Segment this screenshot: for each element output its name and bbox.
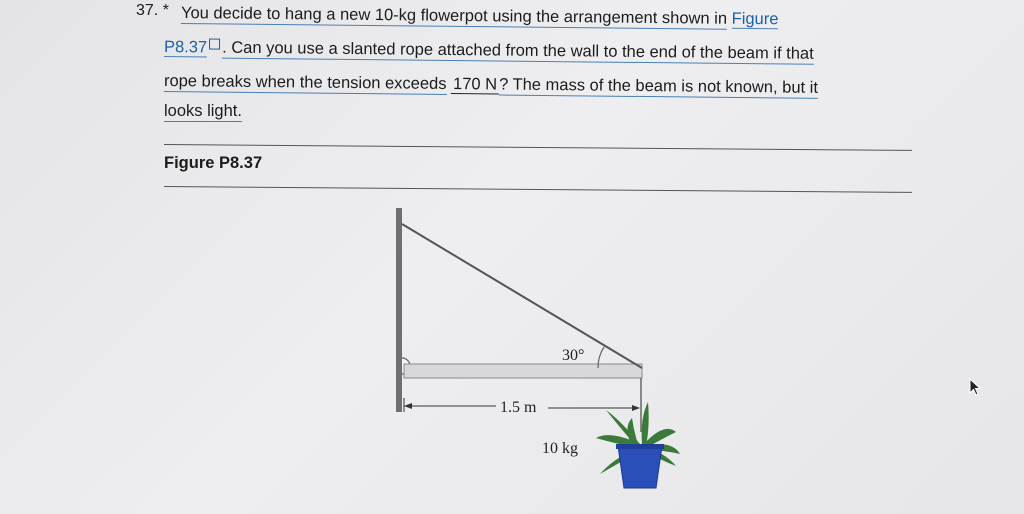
- problem-text-4: looks light.: [164, 102, 242, 120]
- problem-text-3a: rope breaks when the tension exceeds: [163, 72, 447, 93]
- problem-text-2: . Can you use a slanted rope attached from the wall to the end of the beam if that: [222, 38, 814, 63]
- dimension-arrow-left: [404, 403, 412, 409]
- figure-link-part2[interactable]: P8.37: [163, 38, 208, 57]
- figure-title: Figure P8.37: [164, 154, 263, 172]
- flowerpot: [618, 446, 662, 488]
- beam: [404, 364, 642, 378]
- flowerpot-rim: [616, 444, 664, 449]
- problem-text-1: You decide to hang a new 10-kg flowerpot using the arrangement shown in: [180, 4, 728, 28]
- dimension-arrow-right: [632, 405, 640, 411]
- mass-label: 10 kg: [542, 440, 578, 457]
- problem-text-3b: ? The mass of the beam is not known, but it: [499, 75, 819, 97]
- slanted-rope: [402, 224, 642, 368]
- angle-label: 30°: [562, 347, 585, 364]
- problem-number: 37. *: [136, 2, 169, 19]
- wall: [396, 208, 402, 412]
- length-label: 1.5 m: [500, 399, 537, 416]
- tension-answer: 170 N: [451, 75, 499, 95]
- figure-link-part1[interactable]: Figure: [731, 9, 779, 29]
